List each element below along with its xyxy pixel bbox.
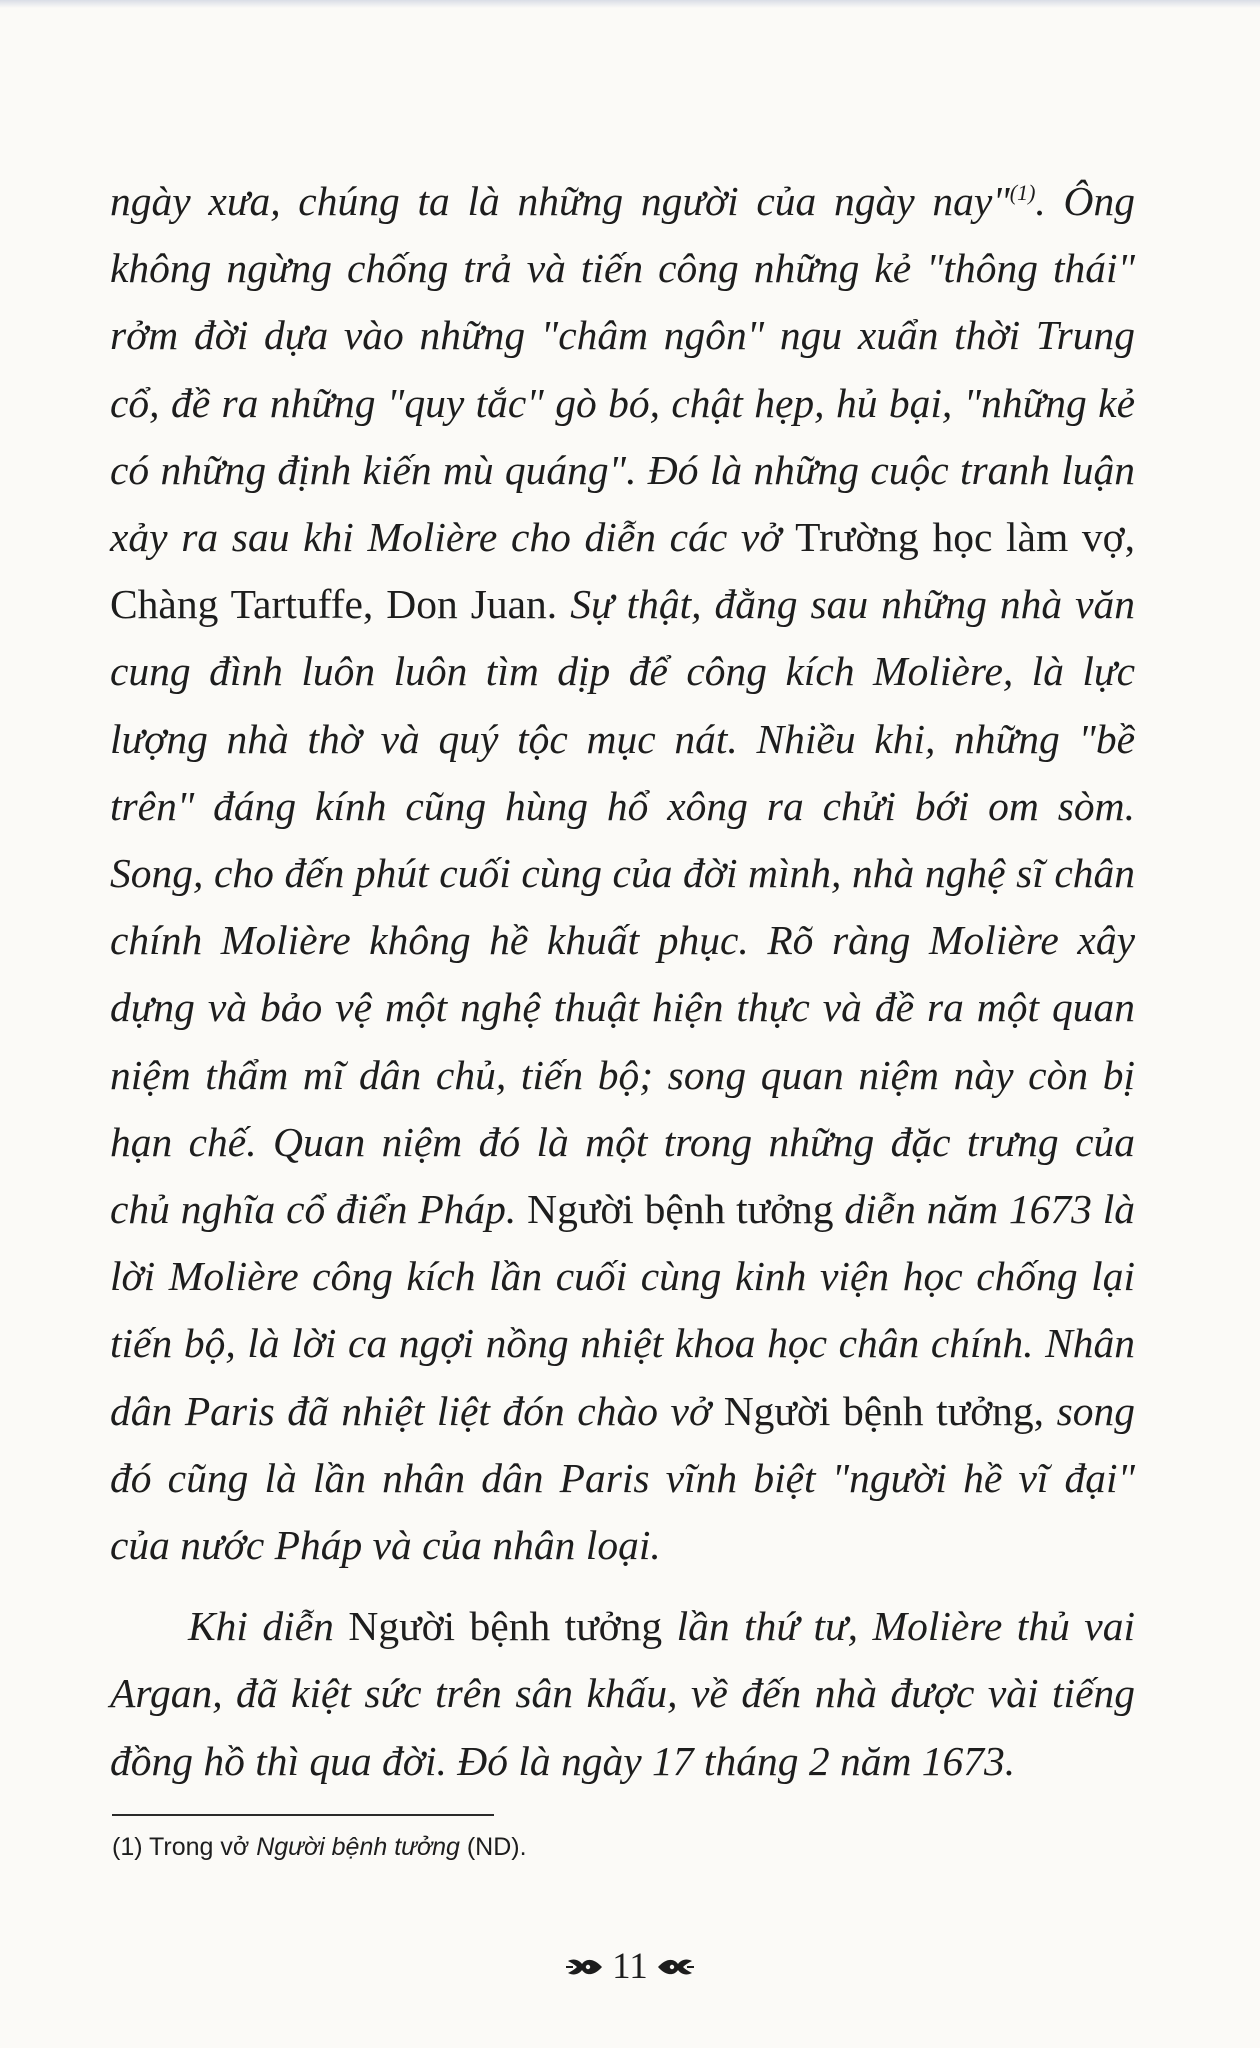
- floral-ornament-left-icon: [564, 1952, 604, 1982]
- page-footer: [0, 1942, 1260, 1992]
- page-number: 11: [612, 1946, 648, 1987]
- p1-run-4: Sự thật, đằng sau những nhà văn cung đình luôn luôn tìm dịp để công kích Molière, là lực lượng nhà thờ và quý tộc mục nát. Nhiều khi, những "bề trên" đáng kính cũng hùng hổ xông ra chửi bới om sòm. Song, cho đến phút cuối cùng của đời mình, nhà nghệ sĩ chân chính Molière không hề khuất phục. Rõ ràng Molière xây dựng và bảo vệ một nghệ thuật hiện thực và đề ra một quan niệm thẩm mĩ dân chủ, tiến bộ; song quan niệm này còn bị hạn chế. Quan niệm đó là một trong những đặc trưng của chủ nghĩa cổ điển Pháp.: [110, 581, 1135, 1233]
- footnote-prefix: (1) Trong vở: [112, 1833, 257, 1861]
- p1-run-6: diễn năm 1673 là lời Molière công kích lần cuối cùng kinh viện học chống lại tiến bộ, là lời ca ngợi nồng nhiệt khoa học chân chính. Nhân dân Paris đã nhiệt liệt đón chào vở: [110, 1186, 1136, 1434]
- paragraph-2: [110, 1593, 1135, 1795]
- floral-ornament-right-icon: [656, 1952, 696, 1982]
- page-top-edge: [0, 0, 1260, 8]
- body-text: [110, 168, 1135, 1795]
- p1-run-7-play-title: Người bệnh tưởng,: [723, 1387, 1045, 1434]
- footnote: [112, 1830, 1112, 1864]
- footnote-title: Người bệnh tưởng: [256, 1833, 460, 1861]
- p1-run-8: song đó cũng là lần nhân dân Paris vĩnh biệt "người hề vĩ đại" của nước Pháp và của nhân loại.: [110, 1387, 1135, 1569]
- p1-run-3-play-titles: Trường học làm vợ, Chàng Tartuffe, Don Juan.: [110, 514, 1135, 628]
- footnote-suffix: (ND).: [459, 1833, 527, 1861]
- p2-run-0: Khi diễn: [188, 1603, 349, 1650]
- footnote-reference: (1): [1009, 180, 1036, 206]
- p1-run-5-play-title: Người bệnh tưởng: [527, 1186, 834, 1233]
- p1-run-2: . Ông không ngừng chống trả và tiến công những kẻ "thông thái" rởm đời dựa vào những "châm ngôn" ngu xuẩn thời Trung cổ, đề ra những "quy tắc" gò bó, chật hẹp, hủ bại, "những kẻ có những định kiến mù quáng". Đó là những cuộc tranh luận xảy ra sau khi Molière cho diễn các vở: [110, 178, 1135, 561]
- p2-run-1-play-title: Người bệnh tưởng: [348, 1603, 663, 1650]
- footnote-separator: [112, 1814, 494, 1816]
- p2-run-2: lần thứ tư, Molière thủ vai Argan, đã kiệt sức trên sân khấu, về đến nhà được vài tiếng đồng hồ thì qua đời. Đó là ngày 17 tháng 2 năm 1673.: [110, 1603, 1136, 1784]
- paragraph-1: [110, 168, 1135, 1579]
- p1-run-0: ngày xưa, chúng ta là những người của ngày nay": [110, 178, 1010, 224]
